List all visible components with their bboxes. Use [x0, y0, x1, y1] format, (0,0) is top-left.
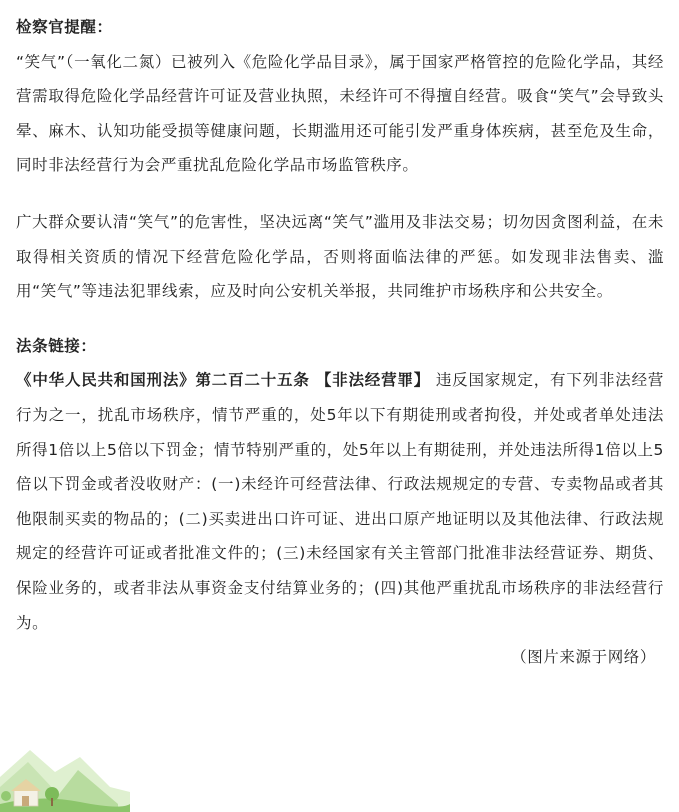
section-spacer [16, 309, 664, 329]
legal-link-heading: 法条链接： [16, 336, 97, 355]
reminder-paragraph-1: “笑气”（一氧化二氮）已被列入《危险化学品目录》，属于国家严格管控的危险化学品，其经营需取得危险化学品经营许可证及营业执照，未经许可不得擅自经营。吸食“笑气”会导致头晕、麻木、认知功能受损等健康问题，长期滥用还可能引发严重身体疾病，甚至危及生命，同时非法经营行为会严重扰乱危险化学品市场监管秩序。 [16, 52, 664, 175]
paragraph-spacer [16, 183, 664, 205]
law-paragraph [16, 363, 664, 640]
law-text: 违反国家规定，有下列非法经营行为之一，扰乱市场秩序，情节严重的，处5年以下有期徒刑或者拘役，并处或者单处违法所得1倍以上5倍以下罚金；情节特别严重的，处5年以上有期徒刑，并处违法所得1倍以上5倍以下罚金或者没收财产：(一)未经许可经营法律、行政法规规定的专营、专卖物品或者其他限制买卖的物品的；(二)买卖进出口许可证、进出口原产地证明以及其他法律、行政法规规定的经营许可证或者批准文件的；(三)未经国家有关主管部门批准非法经营证券、期货、保险业务的，或者非法从事资金支付结算业务的；(四)其他严重扰乱市场秩序的非法经营行为。 [16, 371, 665, 632]
prosecutor-reminder-heading: 检察官提醒： [16, 18, 113, 36]
law-title: 《中华人民共和国刑法》第二百二十五条 【非法经营罪】 [16, 371, 431, 390]
image-credit: （图片来源于网络） [511, 648, 656, 667]
article-content [16, 10, 664, 675]
landscape-house-icon [0, 732, 130, 812]
reminder-paragraph-2: 广大群众要认清“笑气”的危害性，坚决远离“笑气”滥用及非法交易；切勿因贪图利益，在未取得相关资质的情况下经营危险化学品，否则将面临法律的严惩。如发现非法售卖、滥用“笑气”等违法犯罪线索，应及时向公安机关举报，共同维护市场秩序和公共安全。 [16, 212, 664, 301]
